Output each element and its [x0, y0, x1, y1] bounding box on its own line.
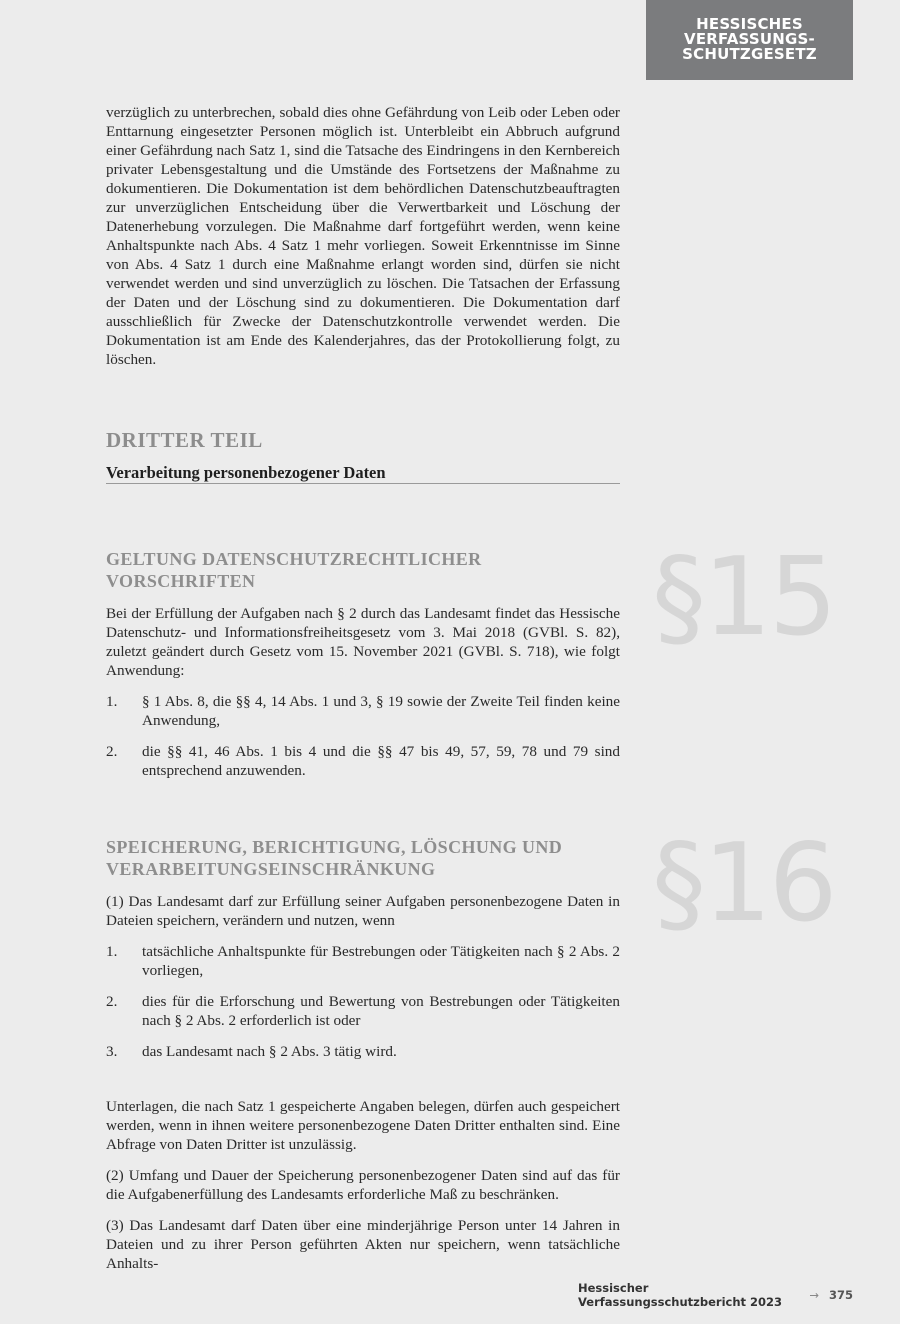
- list-item-text: § 1 Abs. 8, die §§ 4, 14 Abs. 1 und 3, § 19 sowie der Zweite Teil finden keine Anwendung,: [142, 693, 620, 729]
- section-16-continued: [106, 1097, 620, 1273]
- list-item-number: 1.: [106, 943, 118, 960]
- section-16-para-c: (3) Das Landesamt darf Daten über eine minderjährige Person unter 14 Jahren in Dateien und zu ihrer Person geführten Akten nur speichern, wenn tatsächliche Anhalts-: [106, 1217, 620, 1272]
- part-heading: [106, 428, 620, 483]
- list-item-text: dies für die Erforschung und Bewertung von Bestrebungen oder Tätigkeiten nach § 2 Abs. 2 erforderlich ist oder: [142, 993, 620, 1029]
- footer-publication: Hessischer Verfassungsschutzbericht 2023: [578, 1281, 783, 1309]
- list-item: [106, 992, 620, 1030]
- intro-paragraph: verzüglich zu unterbrechen, sobald dies ohne Gefährdung von Leib oder Leben oder Enttarnung eingesetzter Personen möglich ist. Unterbleibt ein Abbruch aufgrund einer Gefährdung nach Satz 1, sind die Tatsache des Eindringens in den Kernbereich privater Lebensgestaltung und die Umstände des Fortsetzens der Maßnahme zu dokumentieren. Die Dokumentation ist dem behördlichen Datenschutzbeauftragten zur unverzüglichen Entscheidung über die Verwertbarkeit und Löschung der Datenerhebung vorzulegen. Die Maßnahme darf fortgeführt werden, wenn keine Anhaltspunkte nach Abs. 4 Satz 1 mehr vorliegen. Soweit Erkenntnisse im Sinne von Abs. 4 Satz 1 durch eine Maßnahme erlangt worden sind, dürfen sie nicht verwendet werden und sind unverzüglich zu löschen. Die Tatsachen der Erfassung der Daten und der Löschung sind zu dokumentieren. Die Dokumentation darf ausschließlich für Zwecke der Datenschutzkontrolle verwendet werden. Die Dokumentation ist am Ende des Kalenderjahres, das der Protokollierung folgt, zu löschen.: [106, 104, 620, 368]
- list-item: [106, 742, 620, 780]
- list-item-text: das Landesamt nach § 2 Abs. 3 tätig wird.: [142, 1043, 397, 1060]
- section-16-title-line2: VERARBEITUNGSEINSCHRÄNKUNG: [106, 859, 436, 879]
- section-15-title-line1: GELTUNG DATENSCHUTZRECHTLICHER: [106, 549, 482, 569]
- section-16-title: [106, 836, 620, 880]
- intro-block: [106, 103, 620, 369]
- list-item-text: tatsächliche Anhaltspunkte für Bestrebungen oder Tätigkeiten nach § 2 Abs. 2 vorliegen,: [142, 943, 620, 979]
- section-16-intro: (1) Das Landesamt darf zur Erfüllung seiner Aufgaben personenbezogene Daten in Dateien speichern, verändern und nutzen, wenn: [106, 893, 620, 929]
- list-item: [106, 692, 620, 730]
- list-item: [106, 1042, 620, 1061]
- part-subtitle: Verarbeitung personenbezogener Daten: [106, 463, 386, 482]
- list-item: [106, 942, 620, 980]
- section-16-title-line1: SPEICHERUNG, BERICHTIGUNG, LÖSCHUNG UND: [106, 837, 563, 857]
- part-title: DRITTER TEIL: [106, 428, 263, 452]
- header-tab-line1: HESSISCHES: [696, 15, 803, 33]
- list-item-number: 1.: [106, 693, 118, 710]
- header-tab-line3: SCHUTZGESETZ: [682, 45, 817, 63]
- page-number: 375: [828, 1288, 853, 1302]
- header-tab: [646, 0, 853, 80]
- section-16-para-b: (2) Umfang und Dauer der Speicherung personenbezogener Daten sind auf das für die Aufgabenerfüllung des Landesamts erforderliche Maß zu beschränken.: [106, 1167, 620, 1203]
- section-number-16: §16: [652, 821, 835, 946]
- list-item-number: 3.: [106, 1043, 118, 1060]
- page-footer: [578, 1281, 853, 1309]
- section-16: [106, 836, 620, 1061]
- section-15-title: [106, 548, 620, 592]
- header-tab-line2: VERFASSUNGS-: [684, 30, 815, 48]
- arrow-right-icon: →: [809, 1288, 819, 1302]
- section-16-para-a: Unterlagen, die nach Satz 1 gespeicherte Angaben belegen, dürfen auch gespeichert werden, wenn in ihnen weitere personenbezogene Daten Dritter enthalten sind. Eine Abfrage von Daten Dritter ist unzulässig.: [106, 1098, 620, 1153]
- section-16-list: [106, 942, 620, 1061]
- list-item-text: die §§ 41, 46 Abs. 1 bis 4 und die §§ 47 bis 49, 57, 59, 78 und 79 sind entsprechend anzuwenden.: [142, 743, 620, 779]
- section-number-15: §15: [652, 535, 835, 660]
- part-divider: [106, 483, 620, 484]
- list-item-number: 2.: [106, 993, 118, 1010]
- list-item-number: 2.: [106, 743, 118, 760]
- section-15-title-line2: VORSCHRIFTEN: [106, 571, 256, 591]
- section-15: [106, 548, 620, 780]
- section-15-intro: Bei der Erfüllung der Aufgaben nach § 2 durch das Landesamt findet das Hessische Datenschutz- und Informationsfreiheitsgesetz vom 3. Mai 2018 (GVBl. S. 82), zuletzt geändert durch Gesetz vom 15. November 2021 (GVBl. S. 718), wie folgt Anwendung:: [106, 605, 620, 679]
- section-15-list: [106, 692, 620, 780]
